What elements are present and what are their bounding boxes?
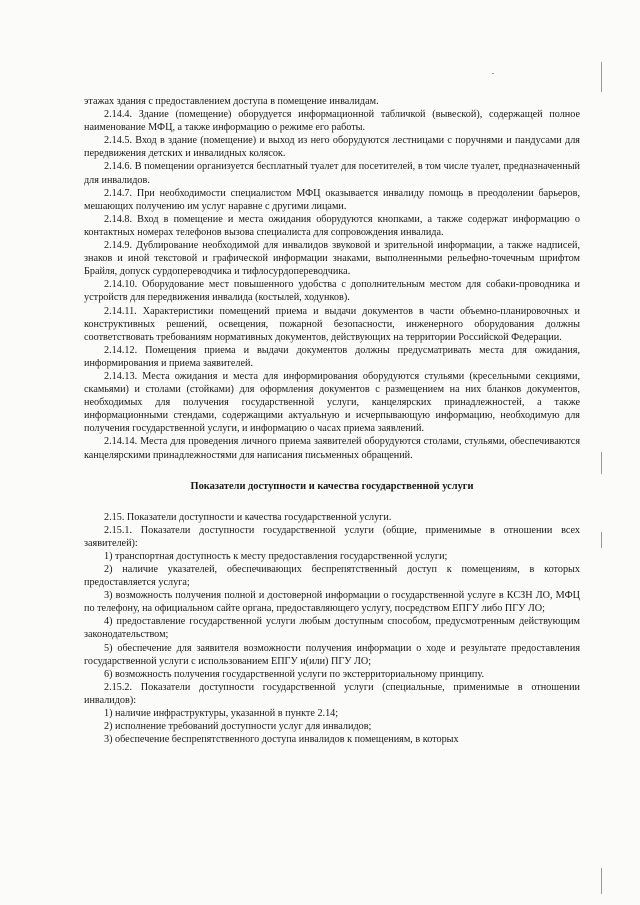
paragraph: 2.14.9. Дублирование необходимой для инвалидов звуковой и зрительной информации, а также надписей, знаков и иной текстовой и графической информации знаками, выполненными рельефно-точечным шрифтом Брайля, допуск сурдопереводчика и тифлосурдопереводчика. (84, 240, 580, 278)
scan-artifact-dot (492, 73, 494, 74)
scan-artifact-mark (601, 62, 602, 92)
scan-artifact-mark (601, 868, 602, 894)
list-item: 5) обеспечение для заявителя возможности получения информации о ходе и результате предоставления государственной услуги с использованием ЕПГУ и(или) ПГУ ЛО; (84, 642, 580, 667)
list-item: 1) наличие инфраструктуры, указанной в пункте 2.14; (104, 708, 339, 720)
paragraph: этажах здания с предоставлением доступа в помещение инвалидам. (84, 96, 379, 107)
list-item: 3) обеспечение беспрепятственного доступа инвалидов к помещениям, в которых (104, 734, 459, 746)
paragraph: 2.14.4. Здание (помещение) оборудуется информационной табличкой (вывеской), содержащей полное наименование МФЦ, а также информацию о режиме его работы. (84, 109, 580, 134)
scan-artifact-mark (601, 452, 602, 474)
paragraph: 2.14.5. Вход в здание (помещение) и выход из него оборудуются лестницами с поручнями и пандусами для передвижения детских и инвалидных колясок. (84, 135, 580, 160)
list-item: 2) исполнение требований доступности услуг для инвалидов; (104, 721, 372, 733)
list-item: 1) транспортная доступность к месту предоставления государственной услуги; (104, 550, 448, 562)
section-heading: Показатели доступности и качества государственной услуги (190, 480, 474, 492)
list-item: 4) предоставление государственной услуги любым доступным способом, предусмотренным действующим законодательством; (84, 616, 580, 641)
paragraph: 2.14.7. При необходимости специалистом МФЦ оказывается инвалиду помощь в преодолении барьеров, мешающих получению им услуг наравне с другими лицами. (84, 187, 580, 212)
paragraph: 2.15.2. Показатели доступности государственной услуги (специальные, применимые в отношении инвалидов): (84, 681, 580, 706)
section-accessibility-indicators (84, 511, 580, 747)
paragraph: 2.15. Показатели доступности и качества государственной услуги. (104, 511, 392, 523)
document-body (84, 95, 580, 746)
paragraph: 2.14.14. Места для проведения личного приема заявителей оборудуются столами, стульями, обеспечиваются канцелярскими принадлежностями для написания письменных обращений. (84, 436, 580, 461)
section-premises-requirements (84, 95, 580, 462)
list-item: 2) наличие указателей, обеспечивающих беспрепятственный доступ к помещениям, в которых предоставляется услуга; (84, 564, 580, 589)
scan-artifact-mark (601, 532, 602, 548)
paragraph: 2.14.10. Оборудование мест повышенного удобства с дополнительным местом для собаки-проводника и устройств для передвижения инвалида (костылей, ходунков). (84, 279, 580, 304)
list-item: 6) возможность получения государственной услуги по экстерриториальному принципу. (104, 668, 484, 680)
paragraph: 2.15.1. Показатели доступности государственной услуги (общие, применимые в отношении всех заявителей): (84, 524, 580, 549)
paragraph: 2.14.12. Помещения приема и выдачи документов должны предусматривать места для ожидания, информирования и приема заявителей. (84, 344, 580, 369)
list-item: 3) возможность получения полной и достоверной информации о государственной услуге в КСЗН ЛО, МФЦ по телефону, на официальном сайте органа, предоставляющего услугу, посредством ЕПГУ либо ПГУ ЛО; (84, 590, 580, 615)
paragraph: 2.14.11. Характеристики помещений приема и выдачи документов в части объемно-планировочных и конструктивных решений, освещения, пожарной безопасности, инженерного оборудования должны соответствовать требованиям нормативных документов, действующих на территории Российской Федерации. (84, 305, 580, 343)
paragraph: 2.14.8. Вход в помещение и места ожидания оборудуются кнопками, а также содержат информацию о контактных номерах телефонов вызова специалиста для сопровождения инвалида. (84, 213, 580, 238)
paragraph: 2.14.6. В помещении организуется бесплатный туалет для посетителей, в том числе туалет, предназначенный для инвалидов. (84, 161, 580, 186)
paragraph: 2.14.13. Места ожидания и места для информирования оборудуются стульями (кресельными секциями, скамьями) и столами (стойками) для оформления документов с размещением на них бланков документов, необходимых для получения государственной услуги, канцелярских принадлежностей, а также информационными стендами, содержащими актуальную и исчерпывающую информацию, необходимую для получения государственной услуги, и информацию о часах приема заявлений. (84, 370, 580, 435)
